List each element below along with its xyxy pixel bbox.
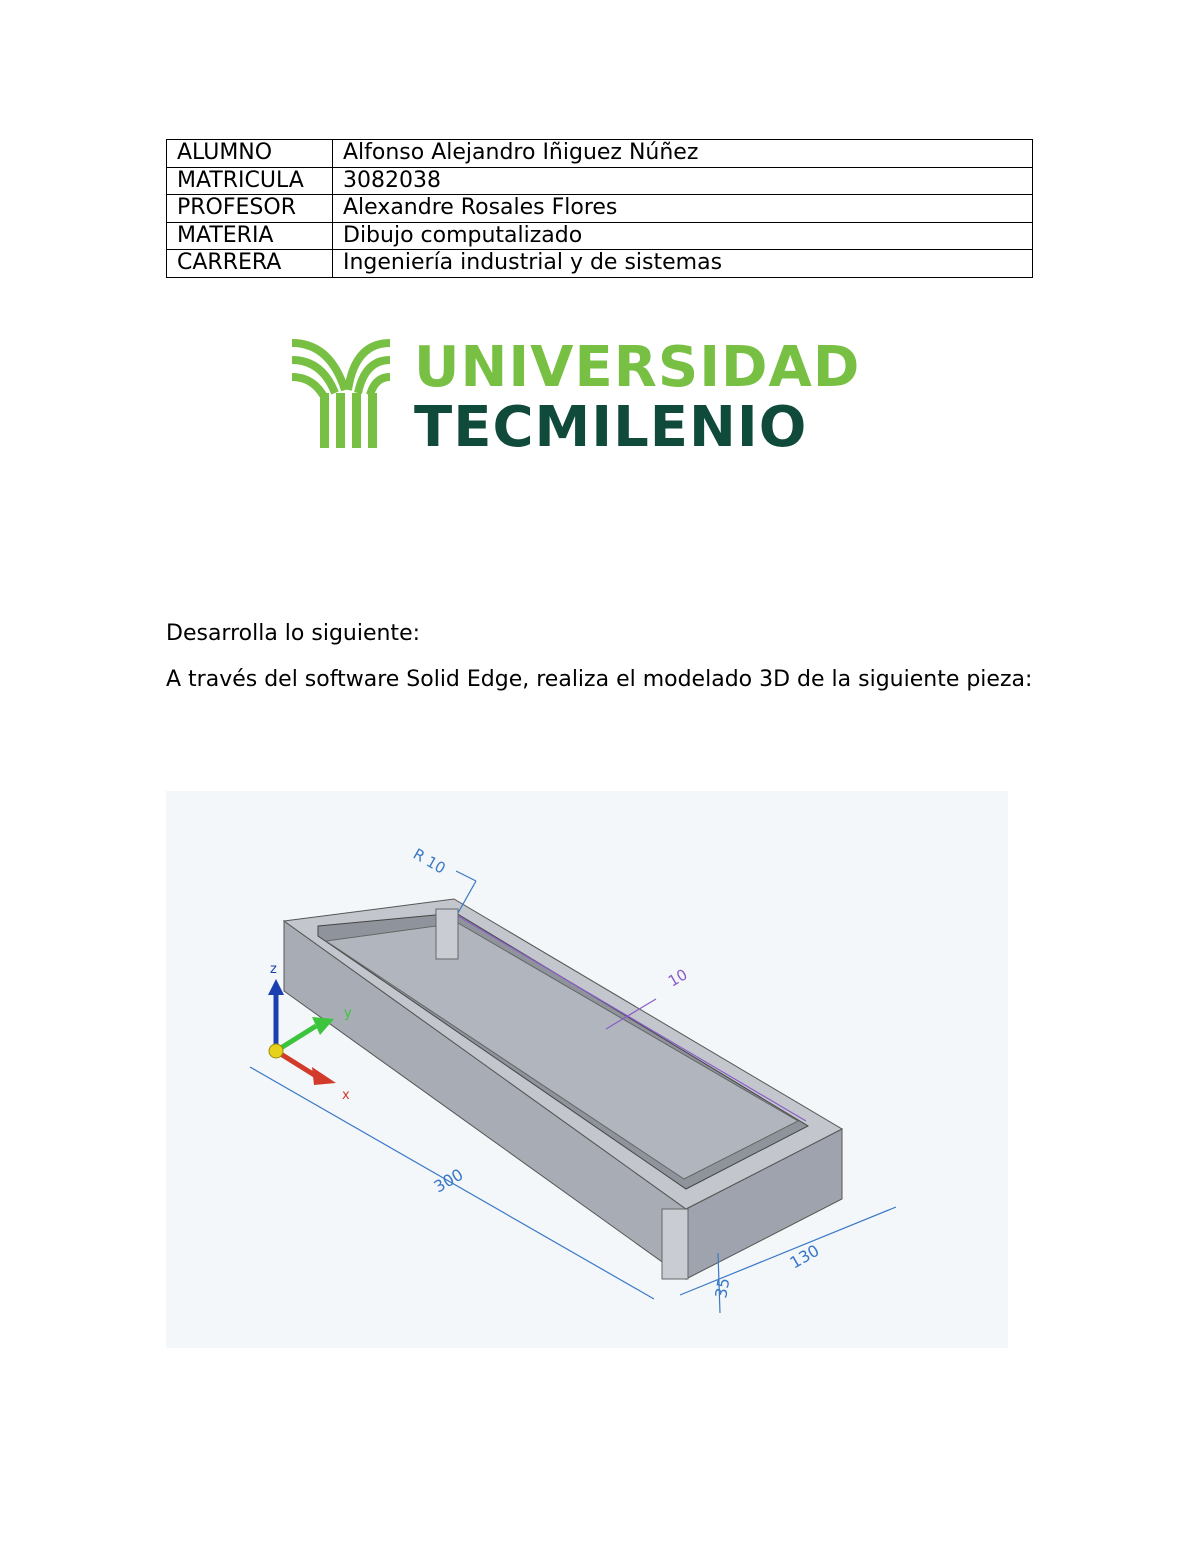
info-key: MATRICULA xyxy=(167,167,333,195)
info-key: PROFESOR xyxy=(167,195,333,223)
instruction-heading: Desarrolla lo siguiente: xyxy=(166,621,421,646)
info-row-alumno xyxy=(167,140,1033,168)
dim-height-label: 35 xyxy=(711,1276,734,1300)
logo-line-tecmilenio: TECMILENIO xyxy=(414,395,808,460)
axis-x-label: x xyxy=(342,1088,350,1103)
dim-wall-label: 10 xyxy=(665,965,691,991)
axis-z-label: z xyxy=(270,962,277,977)
info-row-profesor xyxy=(167,195,1033,223)
info-row-materia xyxy=(167,222,1033,250)
dim-radius-label: R 10 xyxy=(410,844,449,878)
info-value: Alfonso Alejandro Iñiguez Núñez xyxy=(333,140,1033,168)
tray-body xyxy=(284,899,842,1279)
tecmilenio-emblem-icon xyxy=(290,335,410,450)
info-value: 3082038 xyxy=(333,167,1033,195)
info-value: Alexandre Rosales Flores xyxy=(333,195,1033,223)
logo-line-universidad: UNIVERSIDAD xyxy=(414,335,861,400)
student-info-table xyxy=(166,139,1033,278)
axis-y-label: y xyxy=(344,1006,352,1021)
info-key: MATERIA xyxy=(167,222,333,250)
info-key: ALUMNO xyxy=(167,140,333,168)
part-drawing-figure xyxy=(166,791,1008,1348)
info-row-matricula xyxy=(167,167,1033,195)
info-value: Ingeniería industrial y de sistemas xyxy=(333,250,1033,278)
dim-length-label: 300 xyxy=(430,1164,467,1197)
dim-width-label: 130 xyxy=(786,1240,823,1273)
info-key: CARRERA xyxy=(167,250,333,278)
info-value: Dibujo computalizado xyxy=(333,222,1033,250)
info-row-carrera xyxy=(167,250,1033,278)
university-logo xyxy=(290,335,861,460)
isometric-tray-drawing xyxy=(166,791,1008,1348)
instruction-text: A través del software Solid Edge, realiza el modelado 3D de la siguiente pieza: xyxy=(166,667,1033,692)
